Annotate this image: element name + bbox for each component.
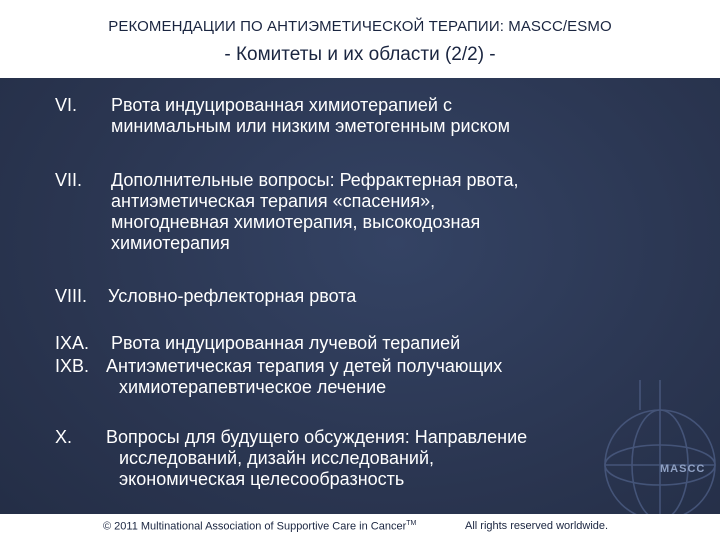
mascc-logo-text: MASCC xyxy=(660,463,706,475)
item-text: Антиэметическая терапия у детей получающих химиотерапевтическое лечение xyxy=(106,356,503,397)
globe-watermark-icon xyxy=(600,380,720,530)
item-number: VII. xyxy=(55,170,83,190)
item-text: Условно-рефлекторная рвота xyxy=(108,286,357,306)
page-subtitle: - Комитеты и их области (2/2) - xyxy=(224,44,496,65)
item-number: X. xyxy=(55,427,73,447)
item-number: IXA. xyxy=(55,333,90,353)
item-number: VIII. xyxy=(55,286,88,306)
item-text: Рвота индуцированная химиотерапией с минимальным или низким эметогенным риском xyxy=(111,95,511,136)
rights-text: All rights reserved worldwide. xyxy=(465,520,609,532)
item-text: Дополнительные вопросы: Рефрактерная рвота, антиэметическая терапия «спасения», многодневная химиотерапия, высокодозная химиотерапия xyxy=(111,170,519,253)
slide-header xyxy=(0,0,720,78)
trademark-mark: TM xyxy=(406,520,417,527)
item-number: VI. xyxy=(55,95,78,115)
page-title: РЕКОМЕНДАЦИИ ПО АНТИЭМЕТИЧЕСКОЙ ТЕРАПИИ: MASCC/ESMO xyxy=(108,18,612,35)
copyright-text: © 2011 Multinational Association of Supportive Care in Cancer™ xyxy=(103,520,417,533)
slide-footer xyxy=(0,514,720,540)
item-text: Рвота индуцированная лучевой терапией xyxy=(111,333,461,353)
item-text: Вопросы для будущего обсуждения: Направление исследований, дизайн исследований, экономическая целесообразность xyxy=(106,427,528,489)
item-number: IXB. xyxy=(55,356,90,376)
